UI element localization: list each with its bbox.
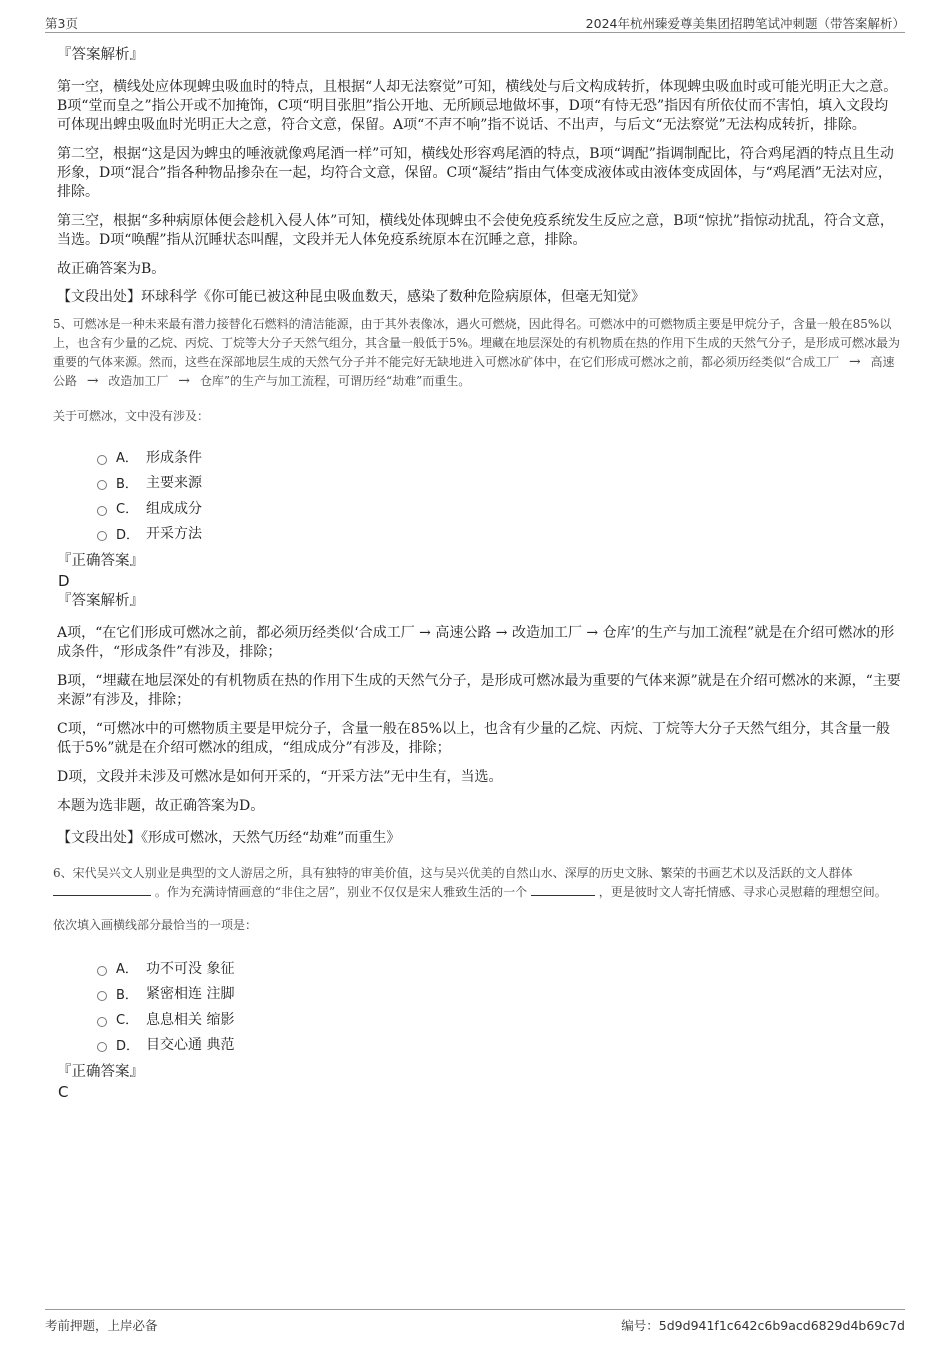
radio-button[interactable] <box>97 1017 107 1027</box>
analysis-paragraph: D项，文段并未涉及可燃冰是如何开采的，“开采方法”无中生有，当选。 <box>57 769 503 785</box>
footer-slogan: 考前押题，上岸必备 <box>45 1318 158 1333</box>
fill-blank-1 <box>53 883 151 896</box>
question-6-prompt: 依次填入画横线部分最恰当的一项是： <box>53 918 258 932</box>
option-a[interactable]: A． 形成条件 <box>97 444 902 470</box>
option-d[interactable]: D． 开采方法 <box>97 521 902 547</box>
radio-button[interactable] <box>97 506 107 516</box>
question-6-stem: 6、宋代吴兴文人别业是典型的文人游居之所，具有独特的审美价值，这与吴兴优美的自然山水、深厚的历史文脉、繁荣的书画艺术以及活跃的文人群体 。作为充满诗情画意的“非住之居”，别业不仅仅是宋人雅致生活的一个 ，更是彼时文人寄托情感、寻求心灵慰藉的理想空间。 <box>53 866 887 899</box>
radio-button[interactable] <box>97 966 107 976</box>
analysis-heading: 『答案解析』 <box>57 593 144 609</box>
arrow-glyph: → <box>178 373 190 389</box>
arrow-glyph: → <box>848 354 861 370</box>
radio-button[interactable] <box>97 1042 107 1052</box>
arrow-glyph: → <box>86 373 99 389</box>
analysis-conclusion: 故正确答案为B。 <box>57 261 166 277</box>
radio-button[interactable] <box>97 531 107 541</box>
analysis-paragraph: A项，“在它们形成可燃冰之前，都必须历经类似‘合成工厂 → 高速公路 → 改造加工厂 → 仓库’的生产与加工流程”就是在介绍可燃冰的形成条件，“形成条件”有涉及，排除； <box>57 625 895 660</box>
analysis-heading: 『答案解析』 <box>57 47 144 63</box>
question-5-prompt: 关于可燃冰，文中没有涉及： <box>53 409 210 423</box>
analysis-conclusion: 本题为选非题，故正确答案为D。 <box>57 798 265 814</box>
page-number: 第3页 <box>45 16 78 31</box>
question-6-options <box>97 955 902 1057</box>
radio-button[interactable] <box>97 455 107 465</box>
page-content <box>53 44 902 1101</box>
radio-button[interactable] <box>97 480 107 490</box>
page-footer <box>45 1309 905 1336</box>
analysis-paragraph: 第二空，根据“这是因为蜱虫的唾液就像鸡尾酒一样”可知，横线处形容鸡尾酒的特点，B项“调配”指调制配比，符合鸡尾酒的特点且生动形象，D项“混合”指各种物品掺杂在一起，均符合文意，保留。C项“凝结”指由气体变成液体或由液体变成固体，与“鸡尾酒”无法对应，排除。 <box>57 146 894 200</box>
question-5-stem: 5、可燃冰是一种未来最有潜力接替化石燃料的清洁能源，由于其外表像冰，遇火可燃烧，因此得名。可燃冰中的可燃物质主要是甲烷分子，含量一般在85%以上，也含有少量的乙烷、丙烷、丁烷等大分子天然气组分，其含量一般低于5%。埋藏在地层深处的有机物质在热的作用下生成的天然气分子，是形成可燃冰最为重要的气体来源。然而，这些在深部地层生成的天然气分子并不能完好无缺地进入可燃冰矿体中，在它们形成可燃冰之前，都必须历经类似“合成工厂 → 高速公路 → 改造加工厂 → 仓库”的生产与加工流程，可谓历经“劫难”而重生。 <box>53 317 901 389</box>
analysis-paragraph: C项，“可燃冰中的可燃物质主要是甲烷分子，含量一般在85%以上，也含有少量的乙烷、丙烷、丁烷等大分子天然气组分，其含量一般低于5%”就是在介绍可燃冰的组成，“组成成分”有涉及，排除； <box>57 721 890 756</box>
analysis-paragraph: 第三空，根据“多种病原体便会趁机入侵人体”可知，横线处体现蜱虫不会使免疫系统发生反应之意，B项“惊扰”指惊动扰乱，符合文意，当选。D项“唤醒”指从沉睡状态叫醒，文段并无人体免疫系统原本在沉睡之意，排除。 <box>57 213 894 248</box>
option-b[interactable]: B． 主要来源 <box>97 470 902 496</box>
correct-answer-heading: 『正确答案』 <box>57 1064 144 1080</box>
document-id: 编号：5d9d941f1c642c6b9acd6829d4b69c7d <box>621 1318 905 1333</box>
document-title: 2024年杭州臻爱尊美集团招聘笔试冲刺题（带答案解析） <box>585 16 905 31</box>
option-b[interactable]: B． 紧密相连 注脚 <box>97 981 902 1007</box>
option-c[interactable]: C． 组成成分 <box>97 495 902 521</box>
correct-answer: D <box>58 572 70 590</box>
correct-answer-heading: 『正确答案』 <box>57 553 144 569</box>
radio-button[interactable] <box>97 991 107 1001</box>
page-header <box>45 10 905 33</box>
source-citation: 【文段出处】《形成可燃冰，天然气历经“劫难”而重生》 <box>57 830 401 846</box>
analysis-paragraph: B项，“埋藏在地层深处的有机物质在热的作用下生成的天然气分子，是形成可燃冰最为重要的气体来源”就是在介绍可燃冰的来源，“主要来源”有涉及，排除； <box>57 673 901 708</box>
fill-blank-2 <box>531 883 595 896</box>
source-citation: 【文段出处】环球科学《你可能已被这种昆虫吸血数天，感染了数种危险病原体，但毫无知觉》 <box>57 289 645 305</box>
question-5-options <box>97 444 902 546</box>
analysis-paragraph: 第一空，横线处应体现蜱虫吸血时的特点，且根据“人却无法察觉”可知，横线处与后文构成转折，体现蜱虫吸血时或可能光明正大之意。B项“堂而皇之”指公开或不加掩饰，C项“明目张胆”指公开地、无所顾忌地做坏事，D项“有恃无恐”指因有所依仗而不害怕，填入文段均可体现出蜱虫吸血时光明正大之意，符合文意，保留。A项“不声不响”指不说话、不出声，与后文“无法察觉”无法构成转折，排除。 <box>57 79 898 133</box>
correct-answer: C <box>58 1083 69 1101</box>
option-d[interactable]: D． 目交心通 典范 <box>97 1032 902 1058</box>
option-c[interactable]: C． 息息相关 缩影 <box>97 1006 902 1032</box>
option-a[interactable]: A． 功不可没 象征 <box>97 955 902 981</box>
